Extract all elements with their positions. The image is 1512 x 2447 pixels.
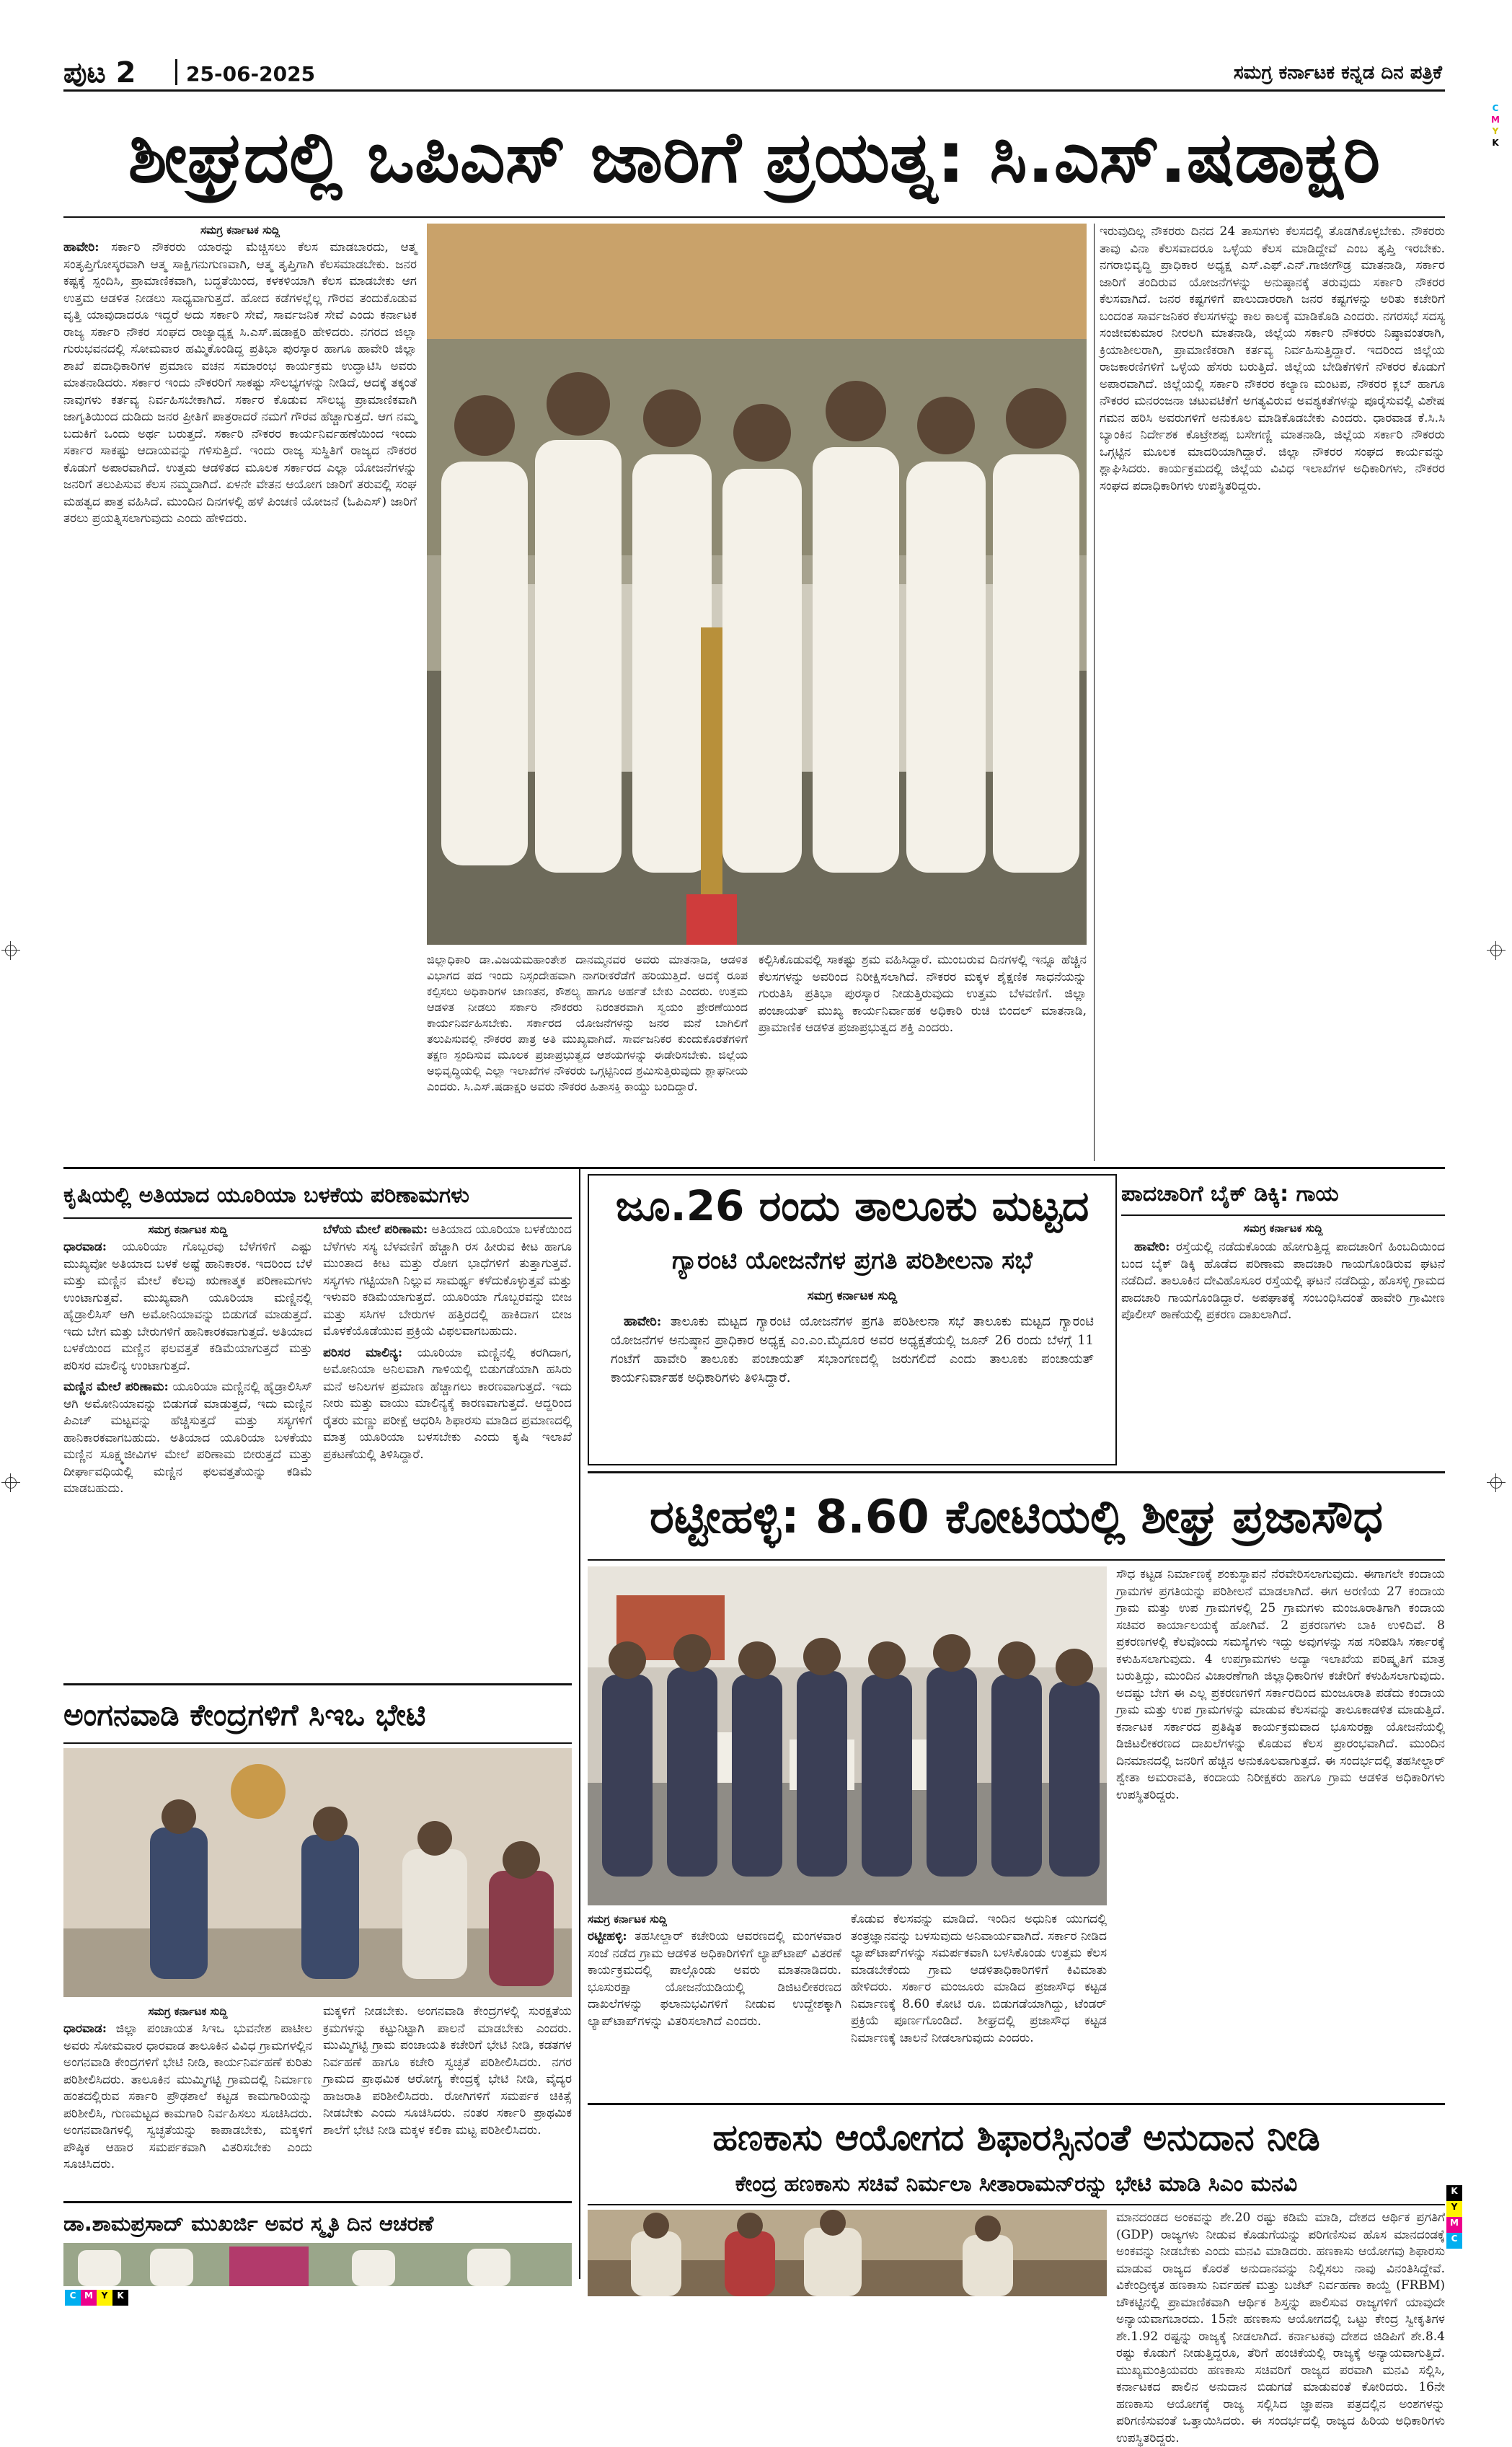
finance-photo-image — [588, 2210, 1107, 2296]
accident-story — [1121, 1174, 1445, 1463]
lead-caption: ಜಿಲ್ಲಾಧಿಕಾರಿ ಡಾ.ವಿಜಯಮಹಾಂತೇಶ ದಾನಮ್ಮನವರ ಅವರು ಮಾತನಾಡಿ, ಆಡಳಿತ ವಿಭಾಗದ ಪದ ಇಂದು ನಿಸ್ಸಂದೇಹವಾಗಿ ನಾಗರೀಕರೆಡೆಗೆ ಹರಿಯುತ್ತಿದೆ. ಅದಕ್ಕೆ ರೂಪ ಕಲ್ಪಿಸಲು ಅಧಿಕಾರಿಗಳ ಜಾಣತನ, ಕೌಶಲ್ಯ ಹಾಗೂ ಅರ್ಹತೆ ಬೇಕು ಎಂದರು. ಉತ್ತಮ ಆಡಳಿತ ನೀಡಲು ಸರ್ಕಾರಿ ನೌಕರರು ನಿರಂತರವಾಗಿ ಸ್ವಯಂ ಪ್ರೇರಣೆಯಿಂದ ಕಾರ್ಯನಿರ್ವಹಿಸಬೇಕು. ಸರ್ಕಾರದ ಯೋಜನೆಗಳನ್ನು ಜನರ ಮನೆ ಬಾಗಿಲಿಗೆ ತಲುಪಿಸುವಲ್ಲಿ ನೌಕರರ ಪಾತ್ರ ಅತಿ ಮುಖ್ಯವಾಗಿದೆ. ಸಾರ್ವಜನಿಕರ ಕುಂದುಕೊರತೆಗಳಿಗೆ ತಕ್ಷಣ ಸ್ಪಂದಿಸುವ ಮೂಲಕ ಪ್ರಜಾಪ್ರಭುತ್ವದ ಆಶಯಗಳನ್ನು ಈಡೇರಿಸಬೇಕು. ಜಿಲ್ಲೆಯ ಅಭಿವೃದ್ಧಿಯಲ್ಲಿ ಎಲ್ಲಾ ಇಲಾಖೆಗಳ ನೌಕರರು ಒಗ್ಗಟ್ಟಿನಿಂದ ಶ್ರಮಿಸುತ್ತಿರುವುದು ಶ್ಲಾಘನೀಯ ಎಂದರು. ಸಿ.ಎಸ್.ಷಡಾಕ್ಷರಿ ಅವರು ನೌಕರರ ಹಿತಾಸಕ್ತಿ ಕಾಯ್ದು ಬಂದಿದ್ದಾರೆ. — [427, 953, 748, 1093]
shyama-photo-image — [63, 2243, 572, 2286]
rattihalli-col2: ಕೊಡುವ ಕೆಲಸವನ್ನು ಮಾಡಿದೆ. ಇಂದಿನ ಅಧುನಿಕ ಯುಗದಲ್ಲಿ ತಂತ್ರಜ್ಞಾನವನ್ನು ಬಳಸುವುದು ಅನಿವಾರ್ಯವಾಗಿದೆ. ಸರ್ಕಾರ ನೀಡಿದ ಲ್ಯಾಪ್‌ಟಾಪ್‌ಗಳನ್ನು ಸಮರ್ಪಕವಾಗಿ ಬಳಸಿಕೊಂಡು ಉತ್ತಮ ಕೆಲಸ ಮಾಡಬೇಕೆಂದು ಗ್ರಾಮ ಆಡಳಿತಾಧಿಕಾರಿಗಳಿಗೆ ಕಿವಿಮಾತು ಹೇಳಿದರು. ಸರ್ಕಾರ ಮಂಜೂರು ಮಾಡಿದ ಪ್ರಜಾಸೌಧ ಕಟ್ಟಡ ನಿರ್ಮಾಣಕ್ಕೆ 8.60 ಕೋಟಿ ರೂ. ಬಿಡುಗಡೆಯಾಗಿದ್ದು, ಟೆಂಡರ್ ಪ್ರಕ್ರಿಯೆ ಪೂರ್ಣಗೊಂಡಿದೆ. ಶೀಘ್ರದಲ್ಲಿ ಪ್ರಜಾಸೌಧ ಕಟ್ಟಡ ನಿರ್ಮಾಣಕ್ಕೆ ಚಾಲನೆ ನೀಡಲಾಗುವುದು ಎಂದರು. — [851, 1912, 1107, 2045]
cmyk-bottom-right: K Y M C — [1446, 2185, 1462, 2249]
accident-byline: ಸಮಗ್ರ ಕರ್ನಾಟಕ ಸುದ್ದಿ — [1243, 1222, 1323, 1235]
registration-mark-icon — [1, 941, 20, 960]
vertical-divider-left — [579, 1168, 580, 2279]
taluk-story — [588, 1174, 1117, 1465]
shyama-headline: ಡಾ.ಶಾಮಪ್ರಸಾದ್ ಮುಖರ್ಜಿ ಅವರ ಸ್ಮೃತಿ ದಿನ ಆಚರಣೆ — [63, 2211, 434, 2236]
lead-col-divider — [1094, 224, 1095, 1161]
cmyk-m: M — [1491, 115, 1500, 125]
registration-mark-icon — [1487, 1473, 1506, 1492]
rattihalli-rule — [588, 1559, 1445, 1561]
lead-col1: ಹಾವೇರಿ: ಸರ್ಕಾರಿ ನೌಕರರು ಯಾರನ್ನು ಮೆಚ್ಚಿಸಲು ಕೆಲಸ ಮಾಡಬಾರದು, ಆತ್ಮ ಸಂತೃಪ್ತಿಗೋಸ್ಕರವಾಗಿ ಆತ್ಮ ಸಾಕ್ಷಿಗನುಗುಣವಾಗಿ, ಆತ್ಮ ತೃಪ್ತಿಗಾಗಿ ಕೆಲಸಮಾಡಬೇಕು. ಜನರ ಕಷ್ಟಕ್ಕೆ ಸ್ಪಂದಿಸಿ, ಪ್ರಾಮಾಣಿಕವಾಗಿ, ಬದ್ಧತೆಯಿಂದ, ಕಳಕಳಿಯಾಗಿ ಕೆಲಸ ಮಾಡಬೇಕು ಆಗ ಉತ್ತಮ ಆಡಳಿತ ನೀಡಲು ಸಾಧ್ಯವಾಗುತ್ತದೆ. ಹೋದ ಕಡೆಗಳಲ್ಲೆಲ್ಲ ಗೌರವ ತಂದುಕೊಡುವ ವೃತ್ತಿ ಯಾವುದಾದರೂ ಇದ್ದರೆ ಅದು ಸರ್ಕಾರಿ ಸೇವೆ, ಸಾರ್ವಜನಿಕ ಸೇವೆ ಎಂದು ಕರ್ನಾಟಕ ರಾಜ್ಯ ಸರ್ಕಾರಿ ನೌಕರ ಸಂಘದ ರಾಜ್ಯಾಧ್ಯಕ್ಷ ಸಿ.ಎಸ್.ಷಡಾಕ್ಷರಿ ಹೇಳಿದರು. ನಗರದ ಜಿಲ್ಲಾ ಗುರುಭವನದಲ್ಲಿ ಸೋಮವಾರ ಹಮ್ಮಿಕೊಂಡಿದ್ದ ಪ್ರತಿಭಾ ಪುರಸ್ಕಾರ ಹಾಗೂ ಹಾವೇರಿ ಜಿಲ್ಲಾ ಶಾಖೆ ಪದಾಧಿಕಾರಿಗಳ ಪ್ರಮಾಣ ವಚನ ಸಮಾರಂಭ ಕಾರ್ಯಕ್ರಮ ಉದ್ಘಾಟಿಸಿ ಅವರು ಮಾತನಾಡಿದರು. ಸರ್ಕಾರ ಇಂದು ನೌಕರರಿಗೆ ಸಾಕಷ್ಟು ಸೌಲಭ್ಯಗಳನ್ನು ನೀಡಿದೆ, ಆದಕ್ಕೆ ತಕ್ಕಂತೆ ನಾವುಗಳು ಕರ್ತವ್ಯ ನಿರ್ವಹಿಸಬೇಕಾಗಿದೆ. ಸರ್ಕಾರ ಕೊಡುವ ಸೌಲಭ್ಯ ಪ್ರಾಮಾಣಿಕವಾಗಿ ಜಾಗೃತಿಯಿಂದ ದುಡಿದು ಜನರ ಪ್ರೀತಿಗೆ ಪಾತ್ರರಾದರೆ ನಮಗೆ ಗೌರವ ಹೆಚ್ಚಾಗುತ್ತದೆ. ಆಗ ನಮ್ಮ ಬದುಕಿಗೆ ಒಂದು ಅರ್ಥ ಬರುತ್ತದೆ. ಸರ್ಕಾರಿ ನೌಕರರ ಕಾರ್ಯನಿರ್ವಹಣೆಯಿಂದ ಇಂದು ಸರ್ಕಾರ ಸಾಕಷ್ಟು ಆದಾಯವನ್ನು ಗಳಿಸುತ್ತಿದೆ. ಇಂದು ರಾಜ್ಯ ಸುಸ್ಥಿತಿಗೆ ರಾಜ್ಯದ ನೌಕರರ ಕೊಡುಗೆ ಅಪಾರವಾಗಿದೆ. ಉತ್ತಮ ಆಡಳಿತದ ಮೂಲಕ ಸರ್ಕಾರದ ಎಲ್ಲಾ ಯೋಜನೆಗಳನ್ನು ಜನರಿಗೆ ತಲುಪಿಸುವ ಕೆಲಸ ನಮ್ಮದಾಗಿದೆ. ಏಳನೇ ವೇತನ ಆಯೋಗ ಜಾರಿಗೆ ತರುವಲ್ಲಿ ಸಂಘ ಮಹತ್ವದ ಪಾತ್ರ ವಹಿಸಿದೆ. ಮುಂದಿನ ದಿನಗಳಲ್ಲಿ ಹಳೆ ಪಿಂಚಣಿ ಯೋಜನೆ (ಓಪಿಎಸ್) ಜಾರಿಗೆ ತರಲು ಪ್ರಯತ್ನಿಸಲಾಗುವುದು ಎಂದು ಹೇಳಿದರು. — [63, 240, 417, 526]
krishi-byline: ಸಮಗ್ರ ಕರ್ನಾಟಕ ಸುದ್ದಿ — [148, 1223, 228, 1236]
masthead-rule — [63, 89, 1445, 92]
krishi-headline: ಕೃಷಿಯಲ್ಲಿ ಅತಿಯಾದ ಯೂರಿಯಾ ಬಳಕೆಯ ಪರಿಣಾಮಗಳು — [63, 1183, 469, 1208]
finance-rule — [588, 2204, 1445, 2205]
cmyk-c: C — [1492, 103, 1499, 113]
section-rule-2 — [588, 1471, 1445, 1473]
rattihalli-photo-image — [588, 1566, 1107, 1905]
finance-headline: ಹಣಕಾಸು ಆಯೋಗದ ಶಿಫಾರಸ್ಸಿನಂತೆ ಅನುದಾನ ನೀಡಿ — [712, 2117, 1320, 2159]
anganwadi-col2: ಮಕ್ಕಳಿಗೆ ನೀಡಬೇಕು. ಅಂಗನವಾಡಿ ಕೇಂದ್ರಗಳಲ್ಲಿ ಸುರಕ್ಷತೆಯ ಕ್ರಮಗಳನ್ನು ಕಟ್ಟುನಿಟ್ಟಾಗಿ ಪಾಲನೆ ಮಾಡಬೇಕು ಎಂದರು. ಮುಮ್ಮಿಗಟ್ಟಿ ಗ್ರಾಮ ಪಂಚಾಯತಿ ಕಚೇರಿಗೆ ಭೇಟಿ ನೀಡಿ, ಕಡತಗಳ ನಿರ್ವಹಣೆ ಹಾಗೂ ಕಚೇರಿ ಸ್ವಚ್ಛತೆ ಪರಿಶೀಲಿಸಿದರು. ನಗರ ಗ್ರಾಮದ ಪ್ರಾಥಮಿಕ ಆರೋಗ್ಯ ಕೇಂದ್ರಕ್ಕೆ ಭೇಟಿ ನೀಡಿ, ವೈದ್ಯರ ಹಾಜರಾತಿ ಪರಿಶೀಲಿಸಿದರು. ರೋಗಿಗಳಿಗೆ ಸಮರ್ಪಕ ಚಿಕಿತ್ಸೆ ನೀಡಬೇಕು ಎಂದು ಸೂಚಿಸಿದರು. ನಂತರ ಸರ್ಕಾರಿ ಪ್ರಾಥಮಿಕ ಶಾಲೆಗೆ ಭೇಟಿ ನೀಡಿ ಮಕ್ಕಳ ಕಲಿಕಾ ಮಟ್ಟ ಪರಿಶೀಲಿಸಿದರು. — [323, 2004, 572, 2138]
lead-dateline: ಹಾವೇರಿ: — [63, 240, 100, 255]
lead-photo — [427, 224, 1087, 945]
paper-name: ಸಮಗ್ರ ಕರ್ನಾಟಕ ಕನ್ನಡ ದಿನ ಪತ್ರಿಕೆ — [1233, 62, 1442, 84]
lead-headline-rule — [63, 216, 1445, 218]
anganwadi-photo — [63, 1748, 572, 1997]
page-label: ಪುಟ 2 — [63, 56, 136, 89]
section-rule-anganwadi — [63, 1683, 572, 1685]
taluk-body: ಹಾವೇರಿ: ತಾಲೂಕು ಮಟ್ಟದ ಗ್ಯಾರಂಟಿ ಯೋಜನೆಗಳ ಪ್ರಗತಿ ಪರಿಶೀಲನಾ ಸಭೆ ತಾಲೂಕು ಮಟ್ಟದ ಗ್ಯಾರಂಟಿ ಯೋಜನೆಗಳ ಅನುಷ್ಠಾನ ಪ್ರಾಧಿಕಾರ ಅಧ್ಯಕ್ಷ ಎಂ.ಎಂ.ಮೈದೂರ ಅವರ ಅಧ್ಯಕ್ಷತೆಯಲ್ಲಿ ಜೂನ್ 26 ರಂದು ಬೆಳಗ್ಗೆ 11 ಗಂಟೆಗೆ ಹಾವೇರಿ ತಾಲೂಕು ಪಂಚಾಯತ್ ಸಭಾಂಗಣದಲ್ಲಿ ಜರುಗಲಿದೆ ಎಂದು ತಾಲೂಕು ಪಂಚಾಯತ್ ಕಾರ್ಯನಿರ್ವಾಹಕ ಅಧಿಕಾರಿಗಳು ತಿಳಿಸಿದ್ದಾರೆ. — [611, 1314, 1094, 1385]
cmyk-bottom-left: C M Y K — [65, 2290, 128, 2306]
anganwadi-rule — [63, 1742, 572, 1744]
krishi-rule — [63, 1217, 572, 1219]
anganwadi-headline: ಅಂಗನವಾಡಿ ಕೇಂದ್ರಗಳಿಗೆ ಸಿಇಒ ಭೇಟಿ — [63, 1697, 426, 1732]
lead-col4: ಇರುವುದಿಲ್ಲ ನೌಕರರು ದಿನದ 24 ತಾಸುಗಳು ಕೆಲಸದಲ್ಲಿ ತೊಡಗಿಕೊಳ್ಳಬೇಕು. ನೌಕರರು ತಾವು ವಿನಾ ಕೆಲಸವಾದರೂ ಒಳ್ಳೆಯ ಕೆಲಸ ಮಾಡಿದ್ದೇವೆ ಎಂಬ ತೃಪ್ತಿ ಇರಬೇಕು. ನಗರಾಭಿವೃದ್ಧಿ ಪ್ರಾಧಿಕಾರ ಅಧ್ಯಕ್ಷ ಎಸ್.ಎಫ್.ಎನ್.ಗಾಜೀಗೌಡ್ರ ಮಾತನಾಡಿ, ಸರ್ಕಾರ ಜಾರಿಗೆ ತಂದಿರುವ ಯೋಜನೆಗಳನ್ನು ಅನುಷ್ಠಾನಕ್ಕೆ ತರುವುದು ಸರ್ಕಾರಿ ನೌಕರರ ಕೆಲಸವಾಗಿದೆ. ಜನರ ಕಷ್ಟಗಳಿಗೆ ಪಾಲುದಾರರಾಗಿ ಜನರ ಕಷ್ಟಗಳನ್ನು ಅರಿತು ಕಚೇರಿಗೆ ಬಂದಂತ ಸಾರ್ವಜನಿಕರ ಕೆಲಸಗಳನ್ನು ಕಾಲ ಕಾಲಕ್ಕೆ ಮಾಡಿಕೊಡಿ ಎಂದರು. ನಗರಸಭೆ ಸದಸ್ಯ ಸಂಜೀವಕುಮಾರ ನೀರಲಗಿ ಮಾತನಾಡಿ, ಜಿಲ್ಲೆಯ ಸರ್ಕಾರಿ ನೌಕರರು ನಿಷ್ಠಾವಂತರಾಗಿ, ಕ್ರಿಯಾಶೀಲರಾಗಿ, ಪ್ರಾಮಾಣಿಕರಾಗಿ ಕರ್ತವ್ಯ ನಿರ್ವಹಿಸುತ್ತಿದ್ದಾರೆ. ಇದರಿಂದ ಜಿಲ್ಲೆಯ ರಾಜಕಾರಣಿಗಳಿಗೆ ಒಳ್ಳೆಯ ಹೆಸರು ಬರುತ್ತಿದೆ. ಜಿಲ್ಲೆಯ ಬೇಡಿಕೆಗಳಿಗೆ ನೌಕರರ ಕೊಡುಗೆ ಅಪಾರವಾಗಿದೆ. ಜಿಲ್ಲೆಯಲ್ಲಿ ಸರ್ಕಾರಿ ನೌಕರರ ಕಲ್ಯಾಣ ಮಂಟಪ, ನೌಕರರ ಕ್ಲಬ್ ಹಾಗೂ ನೌಕರರ ಮನರಂಜನಾ ಚಟುವಟಿಕೆಗೆ ಅಗತ್ಯವಿರುವ ಅವಶ್ಯಕತೆಗಳನ್ನು ಪೂರೈಸುವಲ್ಲಿ ವಿಶೇಷ ಗಮನ ಹರಿಸಿ ಅವರುಗಳಿಗೆ ಅನುಕೂಲ ಮಾಡಿಕೊಡಬೇಕು ಎಂದರು. ಧಾರವಾಡ ಕೆ.ಸಿ.ಸಿ ಬ್ಯಾಂಕಿನ ನಿರ್ದೇಶಕ ಕೊಟ್ರೇಶಪ್ಪ ಬಸೇಗಣ್ಣಿ ಮಾತನಾಡಿ, ಜಿಲ್ಲೆಯ ಸರ್ಕಾರಿ ನೌಕರರು ಒಗ್ಗಟ್ಟಿನ ಮೂಲಕ ಮಾದರಿಯಾಗಿದ್ದಾರೆ. ಜಿಲ್ಲಾ ನೌಕರರ ಸಂಘದ ಕಾರ್ಯವನ್ನು ಶ್ಲಾಘಿಸಿದರು. ಕಾರ್ಯಕ್ರಮದಲ್ಲಿ ಜಿಲ್ಲೆಯ ವಿವಿಧ ಇಲಾಖೆಗಳ ಅಧಿಕಾರಿಗಳು, ನೌಕರರ ಸಂಘದ ಪದಾಧಿಕಾರಿಗಳು ಉಪಸ್ಥಿತರಿದ್ದರು. — [1100, 224, 1445, 493]
krishi-col2: ಬೆಳೆಯ ಮೇಲೆ ಪರಿಣಾಮ: ಅತಿಯಾದ ಯೂರಿಯಾ ಬಳಕೆಯಿಂದ ಬೆಳೆಗಳು ಸಸ್ಯ ಬೆಳವಣಿಗೆ ಹೆಚ್ಚಾಗಿ ರಸ ಹೀರುವ ಕೀಟ ಹಾಗೂ ಮುಂತಾದ ಕೀಟ ಮತ್ತು ರೋಗ ಭಾಧೆಗಳಿಗೆ ತುತ್ತಾಗುತ್ತವೆ. ಸಸ್ಯಗಳು ಗಟ್ಟಿಯಾಗಿ ನಿಲ್ಲುವ ಸಾಮರ್ಥ್ಯ ಕಳೆದುಕೊಳ್ಳುತ್ತವೆ ಮತ್ತು ಇಳುವರಿ ಕಡಿಮೆಯಾಗುತ್ತದೆ. ಯೂರಿಯಾ ಗೊಬ್ಬರವನ್ನು ಬೀಜ ಮತ್ತು ಸಸಿಗಳ ಬೇರುಗಳ ಹತ್ತಿರದಲ್ಲಿ ಹಾಕಿದಾಗ ಬೀಜ ಮೊಳಕೆಯೊಡೆಯುವ ಪ್ರಕ್ರಿಯೆ ವಿಫಲವಾಗಬಹುದು. ಪರಿಸರ ಮಾಲಿನ್ಯ: ಯೂರಿಯಾ ಮಣ್ಣಿನಲ್ಲಿ ಕರಗಿದಾಗ, ಅಮೋನಿಯಾ ಅನಿಲವಾಗಿ ಗಾಳಿಯಲ್ಲಿ ಬಿಡುಗಡೆಯಾಗಿ ಹಸಿರು ಮನೆ ಅನಿಲಗಳ ಪ್ರಮಾಣ ಹೆಚ್ಚಾಗಲು ಕಾರಣವಾಗುತ್ತದೆ. ಇದು ನೀರು ಮತ್ತು ವಾಯು ಮಾಲಿನ್ಯಕ್ಕೆ ಕಾರಣವಾಗುತ್ತದೆ. ಆದ್ದರಿಂದ ರೈತರು ಮಣ್ಣು ಪರೀಕ್ಷೆ ಆಧರಿಸಿ ಶಿಫಾರಸು ಮಾಡಿದ ಪ್ರಮಾಣದಲ್ಲಿ ಮಾತ್ರ ಯೂರಿಯಾ ಬಳಸಬೇಕು ಎಂದು ಕೃಷಿ ಇಲಾಖೆ ಪ್ರಕಟಣೆಯಲ್ಲಿ ತಿಳಿಸಿದ್ದಾರೆ. — [323, 1222, 572, 1462]
krishi-col1: ಧಾರವಾಡ: ಯೂರಿಯಾ ಗೊಬ್ಬರವು ಬೆಳೆಗಳಿಗೆ ಎಷ್ಟು ಮುಖ್ಯವೋ ಅತಿಯಾದ ಬಳಕೆ ಅಷ್ಟೆ ಹಾನಿಕಾರಕ. ಇದರಿಂದ ಬೆಳೆ ಮತ್ತು ಮಣ್ಣಿನ ಮೇಲೆ ಕೆಲವು ಋಣಾತ್ಮಕ ಪರಿಣಾಮಗಳು ಉಂಟಾಗುತ್ತವೆ. ಮುಖ್ಯವಾಗಿ ಯೂರಿಯಾ ಮಣ್ಣಿನಲ್ಲಿ ಹೈಡ್ರಾಲಿಸಿಸ್ ಆಗಿ ಅಮೋನಿಯಾವನ್ನು ಬಿಡುಗಡೆ ಮಾಡುತ್ತದೆ. ಇದು ಬೇಗ ಮತ್ತು ಬೇರುಗಳಿಗೆ ಹಾನಿಕಾರಕವಾಗುತ್ತದೆ. ಅತಿಯಾದ ಬಳಕೆಯಿಂದ ಮಣ್ಣಿನ ಫಲವತ್ತತೆ ಕಡಿಮೆಯಾಗುತ್ತದೆ ಮತ್ತು ಪರಿಸರ ಮಾಲಿನ್ಯ ಉಂಟಾಗುತ್ತದೆ. ಮಣ್ಣಿನ ಮೇಲೆ ಪರಿಣಾಮ: ಯೂರಿಯಾ ಮಣ್ಣಿನಲ್ಲಿ ಹೈಡ್ರಾಲಿಸಿಸ್ ಆಗಿ ಅಮೋನಿಯಾವನ್ನು ಬಿಡುಗಡೆ ಮಾಡುತ್ತದೆ, ಇದು ಮಣ್ಣಿನ ಪಿಎಚ್ ಮಟ್ಟವನ್ನು ಹೆಚ್ಚಿಸುತ್ತದೆ ಮತ್ತು ಸಸ್ಯಗಳಿಗೆ ಹಾನಿಕಾರಕವಾಗಬಹುದು. ಅತಿಯಾದ ಯೂರಿಯಾ ಬಳಕೆಯು ಮಣ್ಣಿನ ಸೂಕ್ಷ್ಮಜೀವಿಗಳ ಮೇಲೆ ಪರಿಣಾಮ ಬೀರುತ್ತದೆ ಮತ್ತು ದೀರ್ಘಾವಧಿಯಲ್ಲಿ ಮಣ್ಣಿನ ಫಲವತ್ತತೆಯನ್ನು ಕಡಿಮೆ ಮಾಡಬಹುದು. — [63, 1240, 312, 1496]
page-date: 25-06-2025 — [186, 62, 316, 86]
accident-headline: ಪಾದಚಾರಿಗೆ ಬೈಕ್ ಡಿಕ್ಕಿ: ಗಾಯ — [1121, 1174, 1445, 1216]
anganwadi-photo-image — [63, 1748, 572, 1997]
shyama-photo — [63, 2243, 572, 2286]
finance-right: ಮಾನದಂಡದ ಅಂಕವನ್ನು ಶೇ.20 ರಷ್ಟು ಕಡಿಮೆ ಮಾಡಿ, ದೇಶದ ಆರ್ಥಿಕ ಪ್ರಗತಿಗೆ (GDP) ರಾಜ್ಯಗಳು ನೀಡುವ ಕೊಡುಗೆಯನ್ನು ಪರಿಗಣಿಸುವ ಹೊಸ ಮಾನದಂಡಕ್ಕೆ ಅಂಕವನ್ನು ನೀಡಬೇಕು ಎಂದು ಮನವಿ ಮಾಡಿದರು. ಹಣಕಾಸು ಆಯೋಗವು ಶಿಫಾರಸು ಮಾಡುವ ರಾಜ್ಯದ ಕೊರತೆ ಅನುದಾನವನ್ನು ನಿಲ್ಲಿಸಲು ನಾವು ವಿನಂತಿಸಿದ್ದೇವೆ. ವಿಕೇಂದ್ರೀಕೃತ ಹಣಕಾಸು ನಿರ್ವಹಣೆ ಮತ್ತು ಬಜೆಟ್ ನಿರ್ವಹಣಾ ಕಾಯ್ದೆ (FRBM) ಚೌಕಟ್ಟಿನಲ್ಲಿ ಪ್ರಾಮಾಣಿಕವಾಗಿ ಆರ್ಥಿಕ ಶಿಸ್ತನ್ನು ಪಾಲಿಸುವ ರಾಜ್ಯಗಳಿಗೆ ಯಾವುದೇ ಅನ್ಯಾಯವಾಗಬಾರದು. 15ನೇ ಹಣಕಾಸು ಆಯೋಗದಲ್ಲಿ ಒಟ್ಟು ಕೇಂದ್ರ ಸ್ವೀಕೃತಿಗಳ ಶೇ.1.92 ರಷ್ಟನ್ನು ರಾಜ್ಯಕ್ಕೆ ನೀಡಲಾಗಿದೆ. ಕರ್ನಾಟಕವು ದೇಶದ ಜಿಡಿಪಿಗೆ ಶೇ.8.4 ರಷ್ಟು ಕೊಡುಗೆ ನೀಡುತ್ತಿದ್ದರೂ, ತೆರಿಗೆ ಹಂಚಿಕೆಯಲ್ಲಿ ರಾಜ್ಯಕ್ಕೆ ಅನ್ಯಾಯವಾಗುತ್ತಿದೆ. ಮುಖ್ಯಮಂತ್ರಿಯವರು ಹಣಕಾಸು ಸಚಿವರಿಗೆ ರಾಜ್ಯದ ಪರವಾಗಿ ಮನವಿ ಸಲ್ಲಿಸಿ, ಕರ್ನಾಟಕದ ಪಾಲಿನ ಅನುದಾನ ಬಿಡುಗಡೆ ಮಾಡುವಂತೆ ಕೋರಿದರು. 16ನೇ ಹಣಕಾಸು ಆಯೋಗಕ್ಕೆ ರಾಜ್ಯ ಸಲ್ಲಿಸಿದ ಜ್ಞಾಪನಾ ಪತ್ರದಲ್ಲಿನ ಅಂಶಗಳನ್ನು ಪರಿಗಣಿಸುವಂತೆ ಒತ್ತಾಯಿಸಿದರು. ಈ ಸಂದರ್ಭದಲ್ಲಿ ರಾಜ್ಯದ ಹಿರಿಯ ಅಧಿಕಾರಿಗಳು ಉಪಸ್ಥಿತರಿದ್ದರು. — [1116, 2210, 1445, 2446]
taluk-headline: ಜೂ.26 ರಂದು ತಾಲೂಕು ಮಟ್ಟದ — [615, 1181, 1089, 1230]
lead-col3: ಕಲ್ಪಿಸಿಕೊಡುವಲ್ಲಿ ಸಾಕಷ್ಟು ಶ್ರಮ ವಹಿಸಿದ್ದಾರೆ. ಮುಂಬರುವ ದಿನಗಳಲ್ಲಿ ಇನ್ನೂ ಹೆಚ್ಚಿನ ಕೆಲಸಗಳನ್ನು ಅವರಿಂದ ನಿರೀಕ್ಷಿಸಲಾಗಿದೆ. ನೌಕರರ ಮಕ್ಕಳ ಶೈಕ್ಷಣಿಕ ಸಾಧನೆಯನ್ನು ಗುರುತಿಸಿ ಪ್ರತಿಭಾ ಪುರಸ್ಕಾರ ನೀಡುತ್ತಿರುವುದು ಉತ್ತಮ ಬೆಳವಣಿಗೆ. ಜಿಲ್ಲಾ ಪಂಚಾಯತ್ ಮುಖ್ಯ ಕಾರ್ಯನಿರ್ವಾಹಕ ಅಧಿಕಾರಿ ರುಚಿ ಬಿಂದಲ್ ಮಾತನಾಡಿ, ಪ್ರಾಮಾಣಿಕ ಆಡಳಿತ ಪ್ರಜಾಪ್ರಭುತ್ವದ ಶಕ್ತಿ ಎಂದರು. — [759, 953, 1087, 1035]
taluk-subhead: ಗ್ಯಾರಂಟಿ ಯೋಜನೆಗಳ ಪ್ರಗತಿ ಪರಿಶೀಲನಾ ಸಭೆ — [672, 1246, 1033, 1275]
rattihalli-headline: ರಟ್ಟೀಹಳ್ಳಿ: 8.60 ಕೋಟಿಯಲ್ಲಿ ಶೀಘ್ರ ಪ್ರಜಾಸೌಧ — [650, 1491, 1383, 1544]
accident-body: ಹಾವೇರಿ: ರಸ್ತೆಯಲ್ಲಿ ನಡೆದುಕೊಂಡು ಹೋಗುತ್ತಿದ್ದ ಪಾದಚಾರಿಗೆ ಹಿಂಬದಿಯಿಂದ ಬಂದ ಬೈಕ್ ಡಿಕ್ಕಿ ಹೊಡೆದ ಪರಿಣಾಮ ಪಾದಚಾರಿ ಗಾಯಗೊಂಡಿರುವ ಘಟನೆ ನಡೆದಿದೆ. ತಾಲೂಕಿನ ದೇವಿಹೊಸೂರ ರಸ್ತೆಯಲ್ಲಿ ಘಟನೆ ನಡೆದಿದ್ದು, ಹೊಸಳ್ಳಿ ಗ್ರಾಮದ ಪಾದಚಾರಿ ಗಾಯಗೊಂಡಿದ್ದಾರೆ. ಅಪಘಾತಕ್ಕೆ ಸಂಬಂಧಿಸಿದಂತೆ ಹಾವೇರಿ ಗ್ರಾಮೀಣ ಪೊಲೀಸ್ ಠಾಣೆಯಲ್ಲಿ ಪ್ರಕರಣ ದಾಖಲಾಗಿದೆ. — [1121, 1240, 1446, 1322]
lead-byline: ಸಮಗ್ರ ಕರ್ನಾಟಕ ಸುದ್ದಿ — [200, 224, 280, 237]
anganwadi-col1: ಧಾರವಾಡ: ಜಿಲ್ಲಾ ಪಂಚಾಯತ ಸಿಇಒ ಭುವನೇಶ ಪಾಟೀಲ ಅವರು ಸೋಮವಾರ ಧಾರವಾಡ ತಾಲೂಕಿನ ವಿವಿಧ ಗ್ರಾಮಗಳಲ್ಲಿನ ಅಂಗನವಾಡಿ ಕೇಂದ್ರಗಳಿಗೆ ಭೇಟಿ ನೀಡಿ, ಕಾರ್ಯನಿರ್ವಹಣೆ ಕುರಿತು ಪರಿಶೀಲಿಸಿದರು. ತಾಲೂಕಿನ ಮುಮ್ಮಿಗಟ್ಟಿ ಗ್ರಾಮದಲ್ಲಿ ನಿರ್ಮಾಣ ಹಂತದಲ್ಲಿರುವ ಸರ್ಕಾರಿ ಪ್ರೌಢಶಾಲೆ ಕಟ್ಟಡ ಕಾಮಗಾರಿಯನ್ನು ಪರಿಶೀಲಿಸಿ, ಗುಣಮಟ್ಟದ ಕಾಮಗಾರಿ ನಿರ್ವಹಿಸಲು ಸೂಚಿಸಿದರು. ಅಂಗನವಾಡಿಗಳಲ್ಲಿ ಸ್ವಚ್ಛತೆಯನ್ನು ಕಾಪಾಡಬೇಕು, ಮಕ್ಕಳಿಗೆ ಪೌಷ್ಠಿಕ ಆಹಾರ ಸಮರ್ಪಕವಾಗಿ ವಿತರಿಸಬೇಕು ಎಂದು ಸೂಚಿಸಿದರು. — [63, 2021, 312, 2172]
registration-mark-icon — [1487, 941, 1506, 960]
rattihalli-col1: ರಟ್ಟೀಹಳ್ಳಿ: ತಹಸೀಲ್ದಾರ್ ಕಚೇರಿಯ ಆವರಣದಲ್ಲಿ ಮಂಗಳವಾರ ಸಂಜೆ ನಡೆದ ಗ್ರಾಮ ಆಡಳಿತ ಅಧಿಕಾರಿಗಳಿಗೆ ಲ್ಯಾಪ್‌ಟಾಪ್ ವಿತರಣೆ ಕಾರ್ಯಕ್ರಮದಲ್ಲಿ ಪಾಲ್ಗೊಂಡು ಅವರು ಮಾತನಾಡಿದರು. ಭೂಸುರಕ್ಷಾ ಯೋಜನೆಯಡಿಯಲ್ಲಿ ಡಿಜಿಟಲೀಕರಣದ ದಾಖಲೆಗಳನ್ನು ಫಲಾನುಭವಿಗಳಿಗೆ ನೀಡುವ ಉದ್ದೇಶಕ್ಕಾಗಿ ಲ್ಯಾಪ್‌ಟಾಪ್‌ಗಳನ್ನು ವಿತರಿಸಲಾಗಿದೆ ಎಂದರು. — [588, 1929, 841, 2029]
cmyk-y: Y — [1492, 126, 1499, 136]
rattihalli-right: ಸೌಧ ಕಟ್ಟಡ ನಿರ್ಮಾಣಕ್ಕೆ ಶಂಕುಸ್ಥಾಪನೆ ನೆರವೇರಿಸಲಾಗುವುದು. ಈಗಾಗಲೇ ಕಂದಾಯ ಗ್ರಾಮಗಳ ಪ್ರಗತಿಯನ್ನು ಪರಿಶೀಲನೆ ಮಾಡಲಾಗಿದೆ. ಈಗ ಅರಣಿಯ 27 ಕಂದಾಯ ಗ್ರಾಮ ಮತ್ತು ಉಪ ಗ್ರಾಮಗಳಲ್ಲಿ 25 ಗ್ರಾಮಗಳು ಮಂಜೂರಾತಿಗಾಗಿ ಕಂದಾಯ ಸಚಿವರ ಕಾರ್ಯಾಲಯಕ್ಕೆ ಹೋಗಿವೆ. 2 ಪ್ರಕರಣಗಳು ಬಾಕಿ ಉಳಿದಿವೆ. 8 ಪ್ರಕರಣಗಳಲ್ಲಿ ಕೆಲವೊಂದು ಸಮಸ್ಯೆಗಳು ಇದ್ದು ಅವುಗಳನ್ನು ಸಹ ಸರಿಪಡಿಸಿ ಸರ್ಕಾರಕ್ಕೆ ಕಳುಹಿಸಲಾಗುವುದು. 4 ಉಪಗ್ರಾಮಗಳು ಅದ್ಯಾ ಇಲಾಖೆಯ ಪರಿಷ್ಕೃತಿಗೆ ಮಾತ್ರ ಬರುತ್ತಿದ್ದು, ಮುಂದಿನ ವಿಚಾರಣೆಗಾಗಿ ಜಿಲ್ಲಾಧಿಕಾರಿಗಳ ಕಚೇರಿಗೆ ಕಳುಹಿಸಲಾಗುವುದು. ಅದಷ್ಟು ಬೇಗ ಈ ಎಲ್ಲ ಪ್ರಕರಣಗಳಿಗೆ ಸರ್ಕಾರದಿಂದ ಮಂಜೂರಾತಿ ಪಡೆದು ಕಂದಾಯ ಗ್ರಾಮ ಮತ್ತು ಉಪ ಗ್ರಾಮಗಳನ್ನು ಮಾಡುವ ಕೆಲಸವನ್ನು ತಾಲೂಕಾಡಳಿತ ಮಾಡುತ್ತಿದೆ. ಕರ್ನಾಟಕ ಸರ್ಕಾರದ ಪ್ರತಿಷ್ಠಿತ ಕಾರ್ಯಕ್ರಮವಾದ ಭೂಸುರಕ್ಷಾ ಯೋಜನೆಯಲ್ಲಿ ಡಿಜಿಟಲೀಕರಣದ ದಾಖಲೆಗಳನ್ನು ಕೊಡುವ ಕೆಲಸ ಪ್ರಾರಂಭವಾಗಿದೆ. ಮುಂದಿನ ದಿನಮಾನದಲ್ಲಿ ಜನರಿಗೆ ಹೆಚ್ಚಿನ ಅನುಕೂಲವಾಗುತ್ತದೆ. ಈ ಸಂದರ್ಭದಲ್ಲಿ ತಹಸೀಲ್ದಾರ್ ಶ್ವೇತಾ ಅಮರಾವತಿ, ಕಂದಾಯ ನಿರೀಕ್ಷಕರು ಹಾಗೂ ಗ್ರಾಮ ಆಡಳಿತ ಅಧಿಕಾರಿಗಳು ಉಪಸ್ಥಿತರಿದ್ದರು. — [1116, 1567, 1445, 1802]
rattihalli-photo — [588, 1566, 1107, 1905]
masthead-divider — [175, 59, 177, 85]
cmyk-k: K — [1492, 138, 1499, 148]
taluk-byline: ಸಮಗ್ರ ಕರ್ನಾಟಕ ಸುದ್ದಿ — [807, 1289, 898, 1303]
cmyk-top-strip — [1487, 102, 1503, 149]
anganwadi-byline: ಸಮಗ್ರ ಕರ್ನಾಟಕ ಸುದ್ದಿ — [148, 2005, 228, 2018]
finance-photo — [588, 2210, 1107, 2296]
section-rule-3 — [588, 2103, 1445, 2105]
lead-headline: ಶೀಘ್ರದಲ್ಲಿ ಒಪಿಎಸ್ ಜಾರಿಗೆ ಪ್ರಯತ್ನ: ಸಿ.ಎಸ್.ಷಡಾಕ್ಷರಿ — [128, 117, 1381, 199]
registration-mark-icon — [1, 1473, 20, 1492]
rattihalli-byline: ಸಮಗ್ರ ಕರ್ನಾಟಕ ಸುದ್ದಿ — [588, 1913, 667, 1926]
lead-photo-image — [427, 224, 1087, 945]
section-rule-1 — [63, 1167, 1445, 1169]
shyama-top-rule — [63, 2201, 572, 2203]
finance-subhead: ಕೇಂದ್ರ ಹಣಕಾಸು ಸಚಿವೆ ನಿರ್ಮಲಾ ಸೀತಾರಾಮನ್‌ರನ್ನು ಭೇಟಿ ಮಾಡಿ ಸಿಎಂ ಮನವಿ — [735, 2172, 1298, 2197]
